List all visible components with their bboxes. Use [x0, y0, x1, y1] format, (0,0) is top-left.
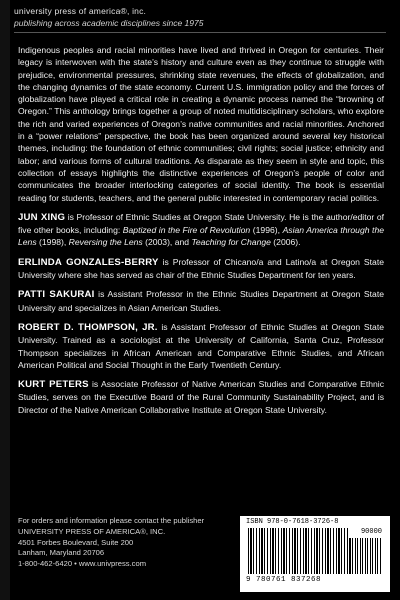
order-info	[18, 516, 204, 570]
author-name: JUN XING	[18, 211, 66, 223]
bio-text: (2003), and	[142, 237, 192, 248]
bio-text: (1998),	[36, 237, 69, 248]
order-address: 4501 Forbes Boulevard, Suite 200	[18, 537, 134, 547]
bio-text: (1996),	[250, 225, 283, 236]
isbn-number: ISBN 978-0-7618-3726-8	[246, 518, 339, 526]
author-name: ERLINDA GONZALES-BERRY	[18, 256, 159, 268]
bio-text: (2006).	[270, 237, 301, 248]
author-name: ROBERT D. THOMPSON, JR.	[18, 321, 158, 333]
bio-text: is Professor of Chicano/a and Latino/a at Oregon State University where she has served as chair of the Ethnic Studies Department for ten years.	[18, 256, 384, 281]
author-name: KURT PETERS	[18, 379, 89, 391]
header-divider	[14, 32, 386, 33]
author-bio-4	[18, 321, 384, 371]
publisher-name: university press of america®, inc.	[14, 6, 147, 16]
bio-text: is Assistant Professor of Ethnic Studies at Oregon State University. Trained as a sociologist at the University of California, Santa Cruz, Professor Thompson specializes in African American and Comparative Ethnic Studies, and African American Political and Social Thought in the Early Twentieth Century.	[18, 321, 384, 370]
back-cover-content	[18, 44, 384, 416]
barcode-digits: 9 780761 837268	[246, 576, 322, 584]
order-publisher: UNIVERSITY PRESS OF AMERICA®, INC.	[18, 526, 166, 536]
book-title: Teaching for Change	[191, 237, 271, 248]
publisher-tagline: publishing across academic disciplines since 1975	[14, 18, 204, 28]
bio-text: is Associate Professor of Native American Studies and Comparative Ethnic Studies, serves on the Executive Board of the Rural Community Sustainability Project, and is Director of the Native American Collaborative Institute at Oregon State University.	[18, 379, 384, 415]
order-city: Lanham, Maryland 20706	[18, 548, 105, 558]
author-name: PATTI SAKURAI	[18, 289, 95, 301]
book-title: Baptized in the Fire of Revolution	[122, 225, 251, 236]
bio-text: is Professor of Ethnic Studies at Oregon State University. He is the author/editor of five other books, including:	[18, 211, 384, 236]
header	[0, 0, 400, 46]
price-barcode-bars	[352, 538, 382, 574]
spine-edge	[0, 0, 10, 600]
book-description: Indigenous peoples and racial minorities have lived and thrived in Oregon for centuries. Their legacy is interwoven with the state’s history and culture even as they continue to struggle with prejudice, environmental pressures, shrinking state revenues, the effects of globalization, and the changing dynamics of the state economy. Current U.S. immigration policy and the forces of globalization have played a critical role in creating a dynamic process named the “browning of Oregon.” This anthology brings together a group of noted multidisciplinary scholars, who explore the rich and varied experiences of Oregon’s native communities and racial minorities. Anchored in a “power relations” perspective, the book has been organized around several key historical themes, including: the foundation of ethnic communities; civil rights; social justice; ethnicity and labor; and various forms of cultural traditions. As disparate as they seem in style and topic, this collection of essays highlights the distinctive experiences of Oregon’s people of color and communicates the broader interlocking categories of social identity. The book is essential reading for students, teachers, and the general public interested in contemporary racial politics.	[18, 45, 384, 203]
bio-text: is Assistant Professor in the Ethnic Studies Department at Oregon State University and specializes in Asian American Studies.	[18, 289, 384, 313]
author-bio-3	[18, 288, 384, 314]
author-bio-2	[18, 256, 384, 282]
footer	[18, 516, 388, 596]
author-bio-1	[18, 211, 384, 249]
book-title: Reversing the Lens	[68, 237, 143, 248]
book-title: Asian America through the Lens	[18, 225, 385, 248]
author-bio-5	[18, 378, 384, 416]
order-contact: 1-800-462-6420 • www.univpress.com	[18, 559, 147, 569]
price-code: 90000	[360, 528, 382, 536]
order-line: For orders and information please contact the publisher	[18, 516, 205, 525]
isbn-barcode	[240, 516, 390, 592]
